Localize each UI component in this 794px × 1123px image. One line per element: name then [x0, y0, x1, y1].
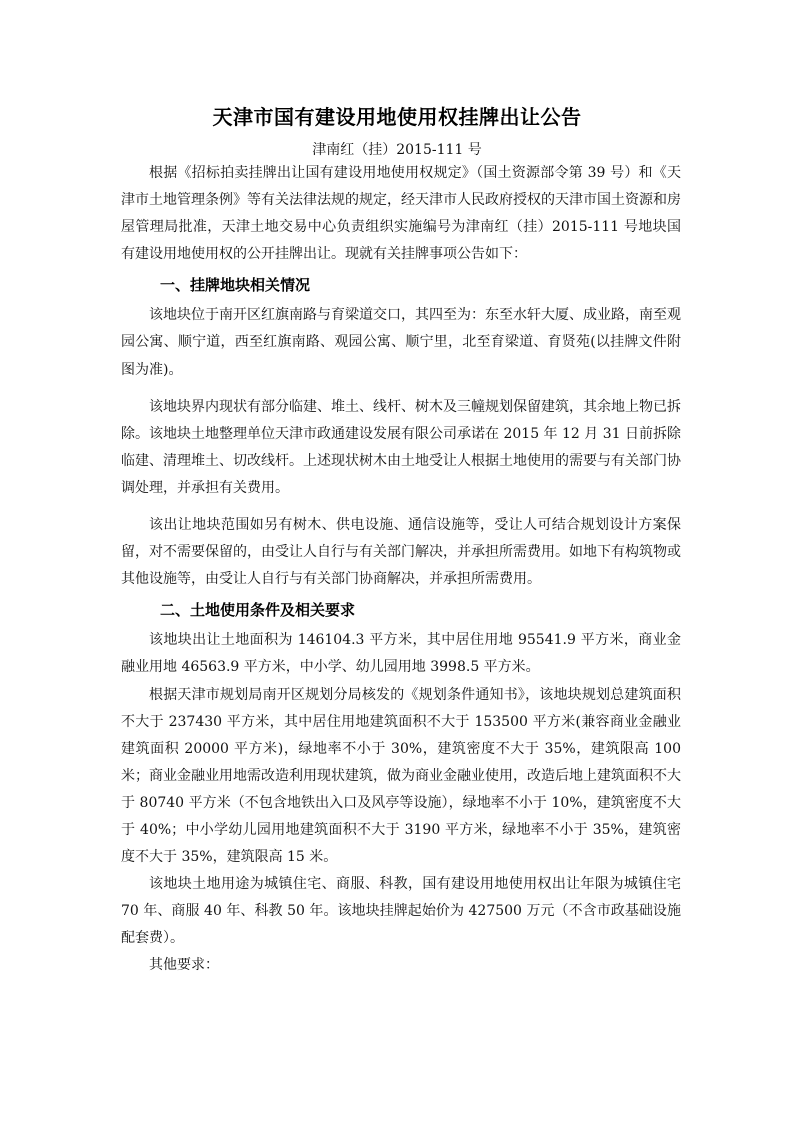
section-heading-2: 二、土地使用条件及相关要求 [160, 601, 356, 620]
section1-paragraph-2: 该地块界内现状有部分临建、堆土、线杆、树木及三幢规划保留建筑，其余地上物已拆除。该地块土地整理单位天津市政通建设发展有限公司承诺在 2015 年 12 月 31 日前拆除临建、清理堆土、切改线杆。上述现状树木由土地受让人根据土地使用的需要与有关部门协调处理，并承担有关费用。 [121, 398, 681, 496]
intro-paragraph: 根据《招标拍卖挂牌出让国有建设用地使用权规定》（国土资源部令第 39 号）和《天津市土地管理条例》等有关法律法规的规定，经天津市人民政府授权的天津市国土资源和房屋管理局批准，天津土地交易中心负责组织实施编号为津南红（挂）2015-111 号地块国有建设用地使用权的公开挂牌出让。现就有关挂牌事项公告如下： [121, 165, 681, 263]
document-title: 天津市国有建设用地使用权挂牌出让公告 [212, 105, 582, 129]
section1-paragraph-1: 该地块位于南开区红旗南路与育梁道交口，其四至为：东至水轩大厦、成业路，南至观园公寓、顺宁道，西至红旗南路、观园公寓、顺宁里，北至育梁道、育贤苑(以挂牌文件附图为准)。 [121, 307, 681, 378]
section2-paragraph-1: 该地块出让土地面积为 146104.3 平方米，其中居住用地 95541.9 平方米，商业金融业用地 46563.9 平方米，中小学、幼儿园用地 3998.5 平方米。 [121, 632, 681, 676]
section2-paragraph-2: 根据天津市规划局南开区规划分局核发的《规划条件通知书》，该地块规划总建筑面积不大于 237430 平方米，其中居住用地建筑面积不大于 153500 平方米(兼容商业金融业建筑面积 20000 平方米)，绿地率不小于 30%，建筑密度不大于 35%，建筑限高 100 米；商业金融业用地需改造利用现状建筑，做为商业金融业使用，改造后地上建筑面积不大于 80740 平方米（不包含地铁出入口及风亭等设施），绿地率不小于 10%，建筑密度不大于 40%；中小学幼儿园用地建筑面积不大于 3190 平方米，绿地率不小于 35%，建筑密度不大于 35%，建筑限高 15 米。 [121, 686, 681, 866]
document-number: 津南红（挂）2015-111 号 [312, 142, 482, 158]
document-body [121, 160, 681, 980]
section2-paragraph-3: 该地块土地用途为城镇住宅、商服、科教，国有建设用地使用权出让年限为城镇住宅 70 年、商服 40 年、科教 50 年。该地块挂牌起始价为 427500 万元（不含市政基础设施配套费）。 [121, 876, 681, 947]
section1-paragraph-3: 该出让地块范围如另有树木、供电设施、通信设施等，受让人可结合规划设计方案保留，对不需要保留的，由受让人自行与有关部门解决，并承担所需费用。如地下有构筑物或其他设施等，由受让人自行与有关部门协商解决，并承担所需费用。 [121, 517, 681, 588]
section-heading-1: 一、挂牌地块相关情况 [160, 276, 311, 295]
section2-paragraph-4: 其他要求： [149, 957, 219, 974]
